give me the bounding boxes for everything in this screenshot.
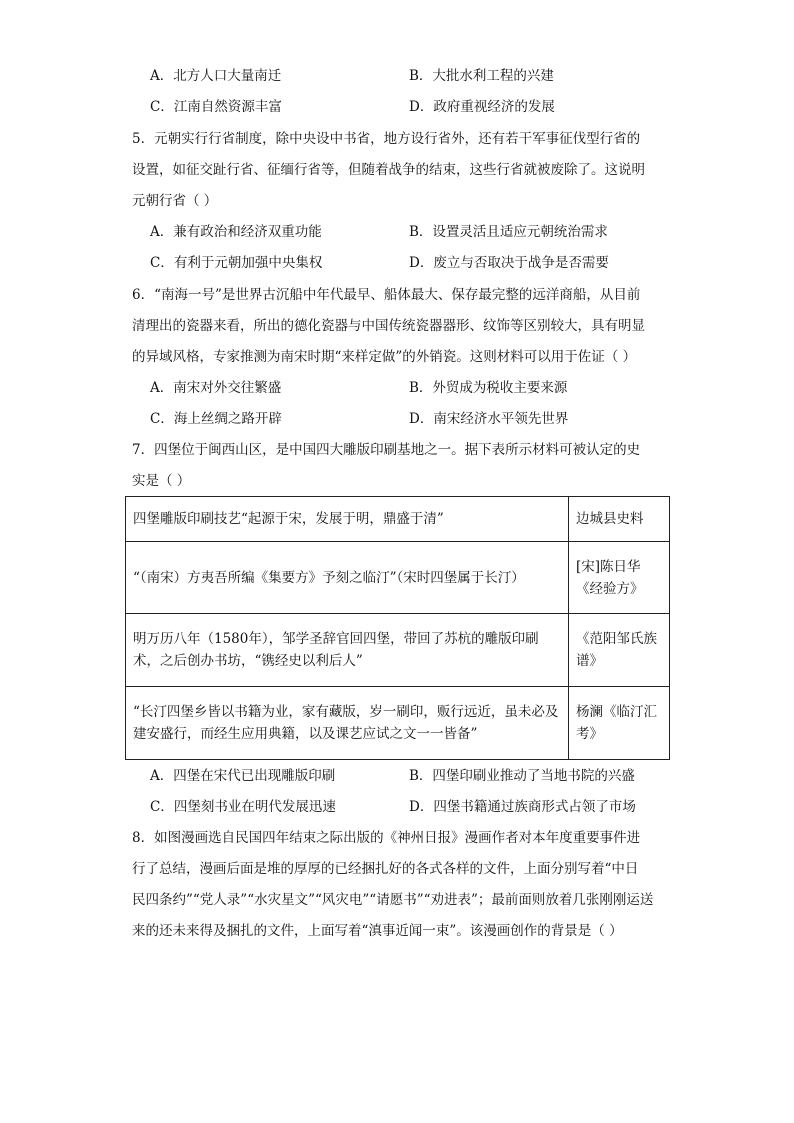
table-cell-source: 杨澜《临汀汇考》	[569, 687, 670, 760]
table-cell-source: 《范阳邹氏族谱》	[569, 614, 670, 687]
q5-option-c[interactable]: C．有利于元朝加强中央集权	[150, 255, 323, 271]
q4-option-c[interactable]: C．江南自然资源丰富	[150, 99, 282, 115]
q7-stem-line-1: 7．四堡位于闽西山区，是中国四大雕版印刷基地之一。据下表所示材料可被认定的史	[132, 442, 641, 458]
q8-stem-line-1: 8．如图漫画选自民国四年结束之际出版的《神州日报》漫画作者对本年度重要事件进	[132, 830, 641, 846]
table-cell-source: 边城县史料	[569, 497, 670, 542]
q6-stem-line-2: 清理出的瓷器来看，所出的德化瓷器与中国传统瓷器器形、纹饰等区别较大，具有明显	[132, 318, 645, 334]
q5-option-a[interactable]: A．兼有政治和经济双重功能	[150, 224, 322, 240]
q5-option-d[interactable]: D．废立与否取决于战争是否需要	[409, 255, 609, 271]
q7-option-b[interactable]: B．四堡印刷业推动了当地书院的兴盛	[409, 768, 635, 784]
q6-stem-line-3: 的异域风格，专家推测为南宋时期“来样定做”的外销瓷。这则材料可以用于佐证（ ）	[132, 349, 637, 365]
q4-option-a[interactable]: A．北方人口大量南迁	[150, 68, 282, 84]
q5-stem-line-1: 5．元朝实行行省制度，除中央设中书省，地方设行省外，还有若干军事征伐型行省的	[132, 131, 641, 147]
q7-option-a[interactable]: A．四堡在宋代已出现雕版印刷	[150, 768, 336, 784]
q4-option-b[interactable]: B．大批水利工程的兴建	[409, 68, 554, 84]
q7-stem-line-2: 实是（ ）	[132, 473, 191, 489]
q8-stem-line-3: 民四条约”“党人录”“水灾星文”“风灾电”“请愿书”“劝进表”；最前面则放着几张刚刚运送	[132, 892, 654, 908]
q7-source-table	[125, 496, 670, 760]
table-cell-material: “（南宋）方夷吾所编《集要方》予刻之临汀”（宋时四堡属于长汀）	[126, 542, 569, 614]
q6-option-b[interactable]: B．外贸成为税收主要来源	[409, 380, 568, 396]
q8-stem-line-4: 来的还未来得及捆扎的文件，上面写着“滇事近闻一束”。该漫画创作的背景是（ ）	[132, 923, 623, 939]
table-row	[126, 497, 670, 542]
q6-option-c[interactable]: C．海上丝绸之路开辟	[150, 411, 282, 427]
table-cell-material: 明万历八年（1580年），邹学圣辞官回四堡，带回了苏杭的雕版印刷术，之后创办书坊，“镌经史以利后人”	[126, 614, 569, 687]
q6-option-a[interactable]: A．南宋对外交往繁盛	[150, 380, 282, 396]
q7-option-c[interactable]: C．四堡刻书业在明代发展迅速	[150, 799, 336, 815]
q6-option-d[interactable]: D．南宋经济水平领先世界	[409, 411, 569, 427]
q6-stem-line-1: 6．“南海一号”是世界古沉船中年代最早、船体最大、保存最完整的远洋商船，从目前	[132, 287, 641, 303]
q5-stem-line-3: 元朝行省（ ）	[132, 193, 218, 209]
table-cell-material: 四堡雕版印刷技艺“起源于宋，发展于明，鼎盛于清”	[126, 497, 569, 542]
table-row	[126, 614, 670, 687]
q8-stem-line-2: 行了总结，漫画后面是堆的厚厚的已经捆扎好的各式各样的文件，上面分别写着“中日	[132, 861, 639, 877]
table-row	[126, 542, 670, 614]
q5-stem-line-2: 设置，如征交趾行省、征缅行省等，但随着战争的结束，这些行省就被废除了。这说明	[132, 162, 645, 178]
table-row	[126, 687, 670, 760]
q5-option-b[interactable]: B．设置灵活且适应元朝统治需求	[409, 224, 608, 240]
q4-option-d[interactable]: D．政府重视经济的发展	[409, 99, 555, 115]
q7-option-d[interactable]: D．四堡书籍通过族商形式占领了市场	[409, 799, 636, 815]
table-cell-material: “长汀四堡乡皆以书籍为业，家有藏版，岁一刷印，贩行远近，虽未必及建安盛行，而经生应用典籍，以及课艺应试之文一一皆备”	[126, 687, 569, 760]
table-cell-source: [宋]陈日华《经验方》	[569, 542, 670, 614]
